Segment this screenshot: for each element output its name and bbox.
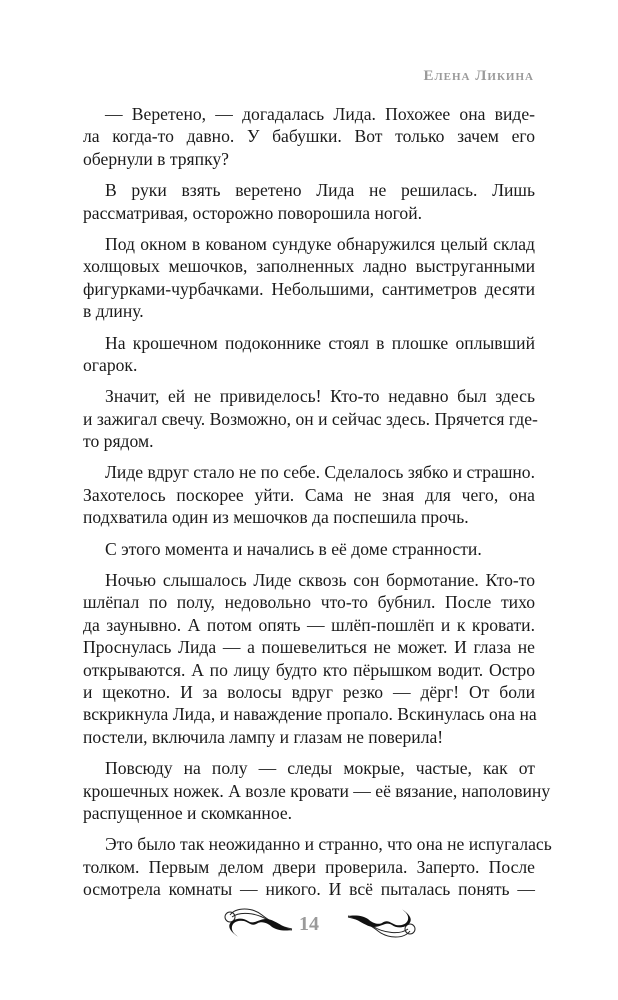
running-header-author: Елена Ликина bbox=[423, 68, 534, 84]
text-line: Это было так неожиданно и странно, что она не испугалась bbox=[105, 834, 552, 855]
paragraph bbox=[83, 569, 535, 748]
page-body-text bbox=[83, 103, 552, 910]
text-line: крошечных ножек. А возле кровати — её вязание, наполовину bbox=[83, 780, 551, 801]
text-line: Под окном в кованом сундуке обнаружился целый склад bbox=[105, 233, 535, 254]
text-line: ла когда-то давно. У бабушки. Вот только зачем его bbox=[83, 126, 535, 147]
text-line: С этого момента и начались в её доме странности. bbox=[105, 538, 482, 559]
paragraph bbox=[83, 103, 535, 170]
text-line: Лиде вдруг стало не по себе. Сделалось зябко и страшно. bbox=[105, 462, 535, 483]
text-line: Ночью слышалось Лиде сквозь сон бормотание. Кто-то bbox=[105, 570, 535, 591]
text-line: Повсюду на полу — следы мокрые, частые, как от bbox=[105, 758, 535, 779]
left-ornament-icon bbox=[222, 905, 294, 941]
page-number: 14 bbox=[299, 913, 319, 935]
text-line: холщовых мешочков, заполненных ладно выструганными bbox=[83, 256, 535, 277]
text-line: огарок. bbox=[83, 354, 138, 375]
text-line: открываются. А по лицу будто кто пёрышком водит. Остро bbox=[83, 659, 535, 680]
text-line: осмотрела комнаты — никого. И всё пыталась понять — bbox=[83, 879, 535, 900]
paragraph bbox=[83, 179, 535, 224]
text-line: в длину. bbox=[83, 301, 144, 322]
text-line: В руки взять веретено Лида не решилась. Лишь bbox=[105, 180, 535, 201]
text-line: подхватила один из мешочков да поспешила прочь. bbox=[83, 507, 469, 528]
text-line: Проснулась Лида — а пошевелиться не может. И глаза не bbox=[83, 637, 535, 658]
paragraph bbox=[83, 757, 551, 824]
text-line: рассматривая, осторожно поворошила ногой. bbox=[83, 202, 423, 223]
paragraph bbox=[83, 332, 535, 377]
text-line: да заунывно. А потом опять — шлёп-пошлёп и к кровати. bbox=[83, 614, 535, 635]
text-line: и зажигал свечу. Возможно, он и сейчас здесь. Прячется где- bbox=[83, 408, 538, 429]
text-line: Значит, ей не привиделось! Кто-то недавно был здесь bbox=[105, 386, 535, 407]
text-line: — Веретено, — догадалась Лида. Похожее она виде- bbox=[105, 104, 535, 124]
text-line: и щекотно. И за волосы вдруг резко — дёрг! От боли bbox=[83, 681, 535, 702]
text-line: распущенное и скомканное. bbox=[83, 802, 293, 823]
text-line: обернули в тряпку? bbox=[83, 148, 229, 169]
paragraph bbox=[83, 461, 535, 528]
text-line: постели, включила лампу и глазам не поверила! bbox=[83, 726, 444, 747]
text-line: шлёпал по полу, недовольно что-то бубнил. После тихо bbox=[83, 592, 535, 613]
text-line: Захотелось поскорее уйти. Сама не зная для чего, она bbox=[83, 484, 535, 505]
text-line: вскрикнула Лида, и наваждение пропало. Вскинулась она на bbox=[83, 704, 537, 725]
paragraph bbox=[83, 233, 535, 323]
text-line: На крошечном подоконнике стоял в плошке оплывший bbox=[105, 332, 535, 353]
right-ornament-icon bbox=[346, 905, 418, 941]
paragraph bbox=[83, 538, 535, 560]
text-line: то рядом. bbox=[83, 431, 154, 452]
paragraph bbox=[83, 385, 538, 452]
text-line: фигурками-чурбачками. Небольшими, сантиметров десяти bbox=[83, 278, 535, 299]
text-line: толком. Первым делом двери проверила. Заперто. После bbox=[83, 856, 535, 877]
page-footer bbox=[0, 905, 618, 950]
paragraph bbox=[83, 833, 552, 900]
